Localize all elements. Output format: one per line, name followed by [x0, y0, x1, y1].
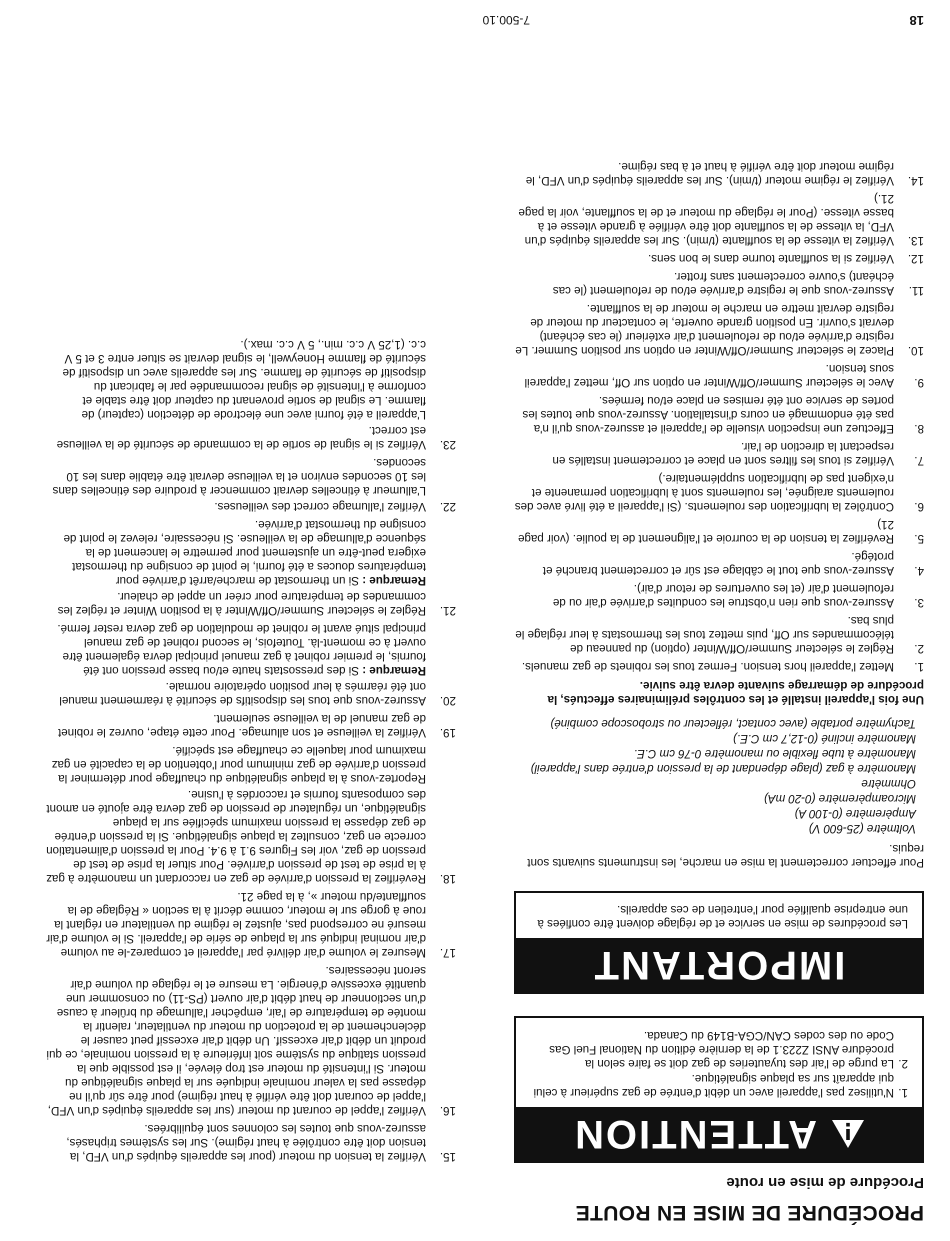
document-code: 7-500.10: [482, 13, 530, 27]
instrument-item: Tachymètre portable (avec contact, réflecteur ou stroboscope combiné): [550, 717, 916, 730]
page-title: PROCÉDURE DE MISE EN ROUTE: [575, 1201, 924, 1224]
step-remark: Remarque : Si un thermostat de marche/arrêt d'arrivée pour températures douces a été fourni, le point de consigne du thermostat exigera peut-être un ajustement pour permettre le lancement de la séquence d'allumage de la veilleuse. Si nécessaire, relevez le point de consigne du thermostat d'arrivée.: [63, 518, 426, 587]
step-text: Vérifiez si le signal de sortie de la commande de sécurité de la veilleuse est correct.: [56, 424, 426, 451]
step-text: Assurez-vous que tous les dispositifs de sécurité à réarmement manuel ont été réarmés à leur position opératoire normale.: [59, 680, 426, 707]
step-item: 20. Assurez-vous que tous les dispositifs de sécurité à réarmement manuel ont été réarmés à leur position opératoire normale. Remarque : Si des pressostats haute et/ou basse pression ont été fournis, le premier robinet à gaz manuel principal devra également être ouvert à ce moment-là. Toutefois, le second robinet de gaz manuel principal situé avant le robinet de modulation de gaz devra rester fermé.: [46, 621, 456, 707]
step-item: 7. Vérifiez si tous les filtres sont en place et correctement installés en respectant la direction de l'air.: [552, 440, 924, 467]
step-item: 8. Effectuez une inspection visuelle de l'appareil et assurez-vous qu'il n'a pas été endommagé en cours d'installation. Assurez-vous que toutes les portes de service ont été remises en place et/ou fermées.: [522, 394, 924, 435]
step-extra: L'allumeur à étincelles devrait commencer à produire des étincelles dans les 10 secondes environ et la veilleuse devrait être établie dans les 10 secondes.: [52, 456, 426, 497]
step-text: Revérifiez la pression d'arrivée de gaz en raccordant un manomètre à gaz à la prise de test de pression d'arrivée. Pour situer la prise de test de pression de gaz, voir les Figures 9.1 à 9.4. Pour la pression d'alimentation correcte en gaz, consultez la plaque signalétique. Si la pression d'entrée de gaz dépasse la pression maximum spécifiée sur la plaque signalétique, un régulateur de pression de gaz devra être ajouté en amont des composants fournis et raccordés à l'usine.: [46, 788, 426, 885]
step-item: 10. Placez le sélecteur Summer/Off/Winter en option sur position Summer. Le registre d'arrivée et/ou de refoulement d'air extérieur (le cas échéant) devrait s'ouvrir. En position grande ouverte, le contacteur du moteur de registre devrait mettre en marche le moteur de la soufflante.: [515, 302, 924, 357]
important-body: Les procédures de mise en service et de réglage doivent être confiées à une entreprise qualifiée pour l'entretien de ces appareils.: [537, 903, 908, 930]
step-item: 18. Revérifiez la pression d'arrivée de gaz en raccordant un manomètre à gaz à la prise de test de pression d'arrivée. Pour situer la prise de test de pression de gaz, voir les Figures 9.1 à 9.4. Pour la pression d'alimentation correcte en gaz, consultez la plaque signalétique. Si la pression d'entrée de gaz dépasse la pression maximum spécifiée sur la plaque signalétique, un régulateur de pression de gaz devra être ajouté en amont des composants fournis et raccordés à l'usine. Reportez-vous à la plaque signalétique du chauffage pour déterminer la pression d'arrivée de gaz minimum pour l'obtention de la capacité en gaz maximum pour laquelle ce chauffage est spécifié.: [46, 744, 456, 885]
preliminary-heading: Une fois l'appareil installé et les contrôles préliminaires effectués, la procédure de démarrage suivante devra être suivie.: [547, 679, 924, 706]
step-item: 12. Vérifiez si la soufflante tourne dans le bon sens.: [648, 252, 924, 265]
step-item: 16. Vérifiez l'appel de courant du moteur (sur les appareils équipés d'un VFD, l'appel de courant doit être vérifié à haut régime) pour être sûr qu'il ne dépasse pas la valeur nominale indiquée sur la plaque signalétique du moteur. Si l'intensité du moteur est trop élevée, il est possible que la pression statique du système soit inférieure à la pression nominale, ce qui produit un débit d'air excessif. Un débit d'air excessif peut causer le déclenchement de la protection du moteur du ventilateur, ralentir la montée de température de l'air, empêcher l'allumage du brûleur à cause d'un sectionneur de haut débit d'air ouvert (PS-11) ou consommer une quantité excessive d'énergie. La mesure et le réglage du volume d'air seront nécessaires.: [46, 964, 456, 1117]
steps-left-list: [514, 159, 924, 673]
section-subtitle: Procédure de mise en route: [726, 1174, 924, 1191]
instrument-list: [514, 716, 924, 835]
step-item: 23. Vérifiez si le signal de sortie de la commande de sécurité de la veilleuse est correct. L'appareil a été fourni avec une électrode de détection (capteur) de flamme. Le signal de sortie provenant du capteur doit être stable et conforme à l'intensité de signal recommandée par le fabricant du dispositif de sécurité de flamme. Sur les appareils avec un dispositif de sécurité de flamme Honeywell, le signal devrait se situer entre 3 et 5 V c.c. (1,25 V c.c. min., 5 V c.c. max.).: [46, 337, 456, 451]
step-extra: Reportez-vous à la plaque signalétique du chauffage pour déterminer la pression d'arrivée de gaz minimum pour l'obtention de la capacité en gaz maximum pour laquelle ce chauffage est spécifié.: [51, 744, 426, 785]
attention-header: [516, 1107, 922, 1161]
instrument-item: Manomètre incliné (0-12,7 cm C.E.): [733, 732, 916, 745]
remark-label: Remarque :: [362, 574, 426, 587]
instrument-item: Manomètre à tube flexible ou manomètre 0-76 cm C.E.: [633, 747, 916, 760]
important-header: [516, 938, 922, 992]
step-item: 21. Réglez le sélecteur Summer/Off/Winter à la position Winter et réglez les commandes de température pour créer un appel de chaleur. Remarque : Si un thermostat de marche/arrêt d'arrivée pour températures douces a été fourni, le point de consigne du thermostat exigera peut-être un ajustement pour permettre le lancement de la séquence d'allumage de la veilleuse. Si nécessaire, relevez le point de consigne du thermostat d'arrivée.: [46, 517, 456, 617]
step-item: 4. Assurez-vous que tout le câblage est sûr et correctement branché et protégé.: [542, 550, 924, 577]
intro-text: Pour effectuer correctement la mise en marche, les instruments suivants sont requis.: [527, 842, 924, 869]
step-item: 13. Vérifiez la vitesse de la soufflante (t/min). Sur les appareils équipés d'un VFD, la vitesse de la soufflante doit être vérifiée à grande vitesse et à basse vitesse. (Pour le réglage du moteur et de la soufflante, voir la page 21.): [518, 192, 924, 247]
instrument-item: Ohmmètre: [861, 777, 916, 790]
step-item: 19. Vérifiez la veilleuse et son allumage. Pour cette étape, ouvrez le robinet de gaz manuel de la veilleuse seulement.: [58, 712, 456, 739]
attention-body: [516, 1018, 922, 1107]
step-item: 2. Réglez le sélecteur Summer/Off/Winter (option) du panneau de télécommandes sur Off, puis mettez tous les thermostats à leur réglage le plus bas.: [515, 614, 924, 655]
step-item: 3. Assurez-vous que rien n'obstrue les conduites d'arrivée d'air ou de refoulement d'air (et les ouvertures de retour d'air).: [552, 582, 924, 609]
step-item: 17. Mesurez le volume d'air délivré par l'appareil et comparez-le au volume d'air nominal indiqué sur la plaque de série de l'appareil. Si le volume d'air mesuré ne correspond pas, ajustez le régime du ventilateur en réglant la roue à gorge sur le moteur, comme décrit à la section « Réglage de la soufflante/du moteur », à la page 21.: [46, 890, 456, 959]
page-number: 18: [909, 13, 924, 28]
left-column: [514, 155, 924, 1163]
step-remark: Remarque : Si des pressostats haute et/ou basse pression ont été fournis, le premier robinet à gaz manuel principal devra également être ouvert à ce moment-là. Toutefois, le second robinet de gaz manuel principal situé avant le robinet de modulation de gaz devra rester fermé.: [57, 622, 426, 677]
step-text: Réglez le sélecteur Summer/Off/Winter à la position Winter et réglez les commandes de température pour créer un appel de chaleur.: [57, 590, 426, 617]
remark-label: Remarque :: [362, 664, 426, 677]
warning-icon: [831, 1119, 865, 1149]
instrument-item: Manomètre à gaz (plage dépendant de la pression d'entrée dans l'appareil): [530, 762, 916, 775]
step-item: 15. Vérifiez la tension du moteur (pour les appareils équipés d'un VFD, la tension doit être contrôlée à haut régime). Sur les systèmes triphasés, assurez-vous que toutes les colonnes sont équilibrées.: [66, 1122, 456, 1163]
step-item: 22. Vérifiez l'allumage correct des veilleuses. L'allumeur à étincelles devrait commencer à produire des étincelles dans les 10 secondes environ et la veilleuse devrait être établie dans les 10 secondes.: [46, 455, 456, 513]
instrument-item: Microampèremètre (0-20 mA): [763, 792, 916, 805]
step-item: 14. Vérifiez le régime moteur (t/min). Sur les appareils équipés d'un VFD, le régime moteur doit être vérifié à haut et à bas régime.: [525, 160, 924, 187]
step-item: 5. Revérifiez la tension de la courroie et l'alignement de la poulie. (voir page 21): [517, 518, 924, 545]
step-text: Vérifiez l'allumage correct des veilleuses.: [214, 500, 426, 513]
important-heading: IMPORTANT: [592, 943, 846, 987]
step-item: 6. Contrôlez la lubrification des roulements. (Si l'appareil a été livré avec des roulements araignée, les roulements sont à lubrification permanente et n'exigent pas de lubrification supplémentaire.): [514, 472, 924, 513]
step-item: 9. Avec le sélecteur Summer/Off/Winter en option sur Off, mettez l'appareil sous tension.: [524, 362, 924, 389]
right-column: [46, 333, 456, 1163]
attention-heading: ATTENTION: [573, 1112, 817, 1156]
attention-item: 2. La purge de l'air des tuyauteries de gaz doit se faire selon la procédure ANSI Z223.1 de la dernière édition du National Fuel Gas Code ou des codes CAN/CGA-B149 du Canada.: [549, 1029, 908, 1070]
step-item: 1. Mettez l'appareil hors tension. Fermez tous les robinets de gaz manuels.: [521, 660, 924, 673]
attention-box: [514, 1016, 924, 1163]
instrument-item: Ampèremètre (0-100 A): [794, 807, 916, 820]
step-item: 11. Assurez-vous que le registre d'arrivée et/ou de refoulement (le cas échéant) s'ouvre correctement sans frotter.: [552, 270, 924, 297]
important-box: [514, 891, 924, 994]
instrument-item: Voltmètre (25-600 V): [808, 822, 916, 835]
step-extra: L'appareil a été fourni avec une électrode de détection (capteur) de flamme. Le signal de sortie provenant du capteur doit être stable et conforme à l'intensité de signal recommandée par le fabricant du dispositif de sécurité de flamme. Sur les appareils avec un dispositif de sécurité de flamme Honeywell, le signal devrait se situer entre 3 et 5 V c.c. (1,25 V c.c. min., 5 V c.c. max.).: [62, 338, 426, 421]
attention-item: 1. N'utilisez pas l'appareil avec un débit d'entrée de gaz supérieur à celui qui apparaît sur sa plaque signalétique.: [533, 1072, 908, 1099]
